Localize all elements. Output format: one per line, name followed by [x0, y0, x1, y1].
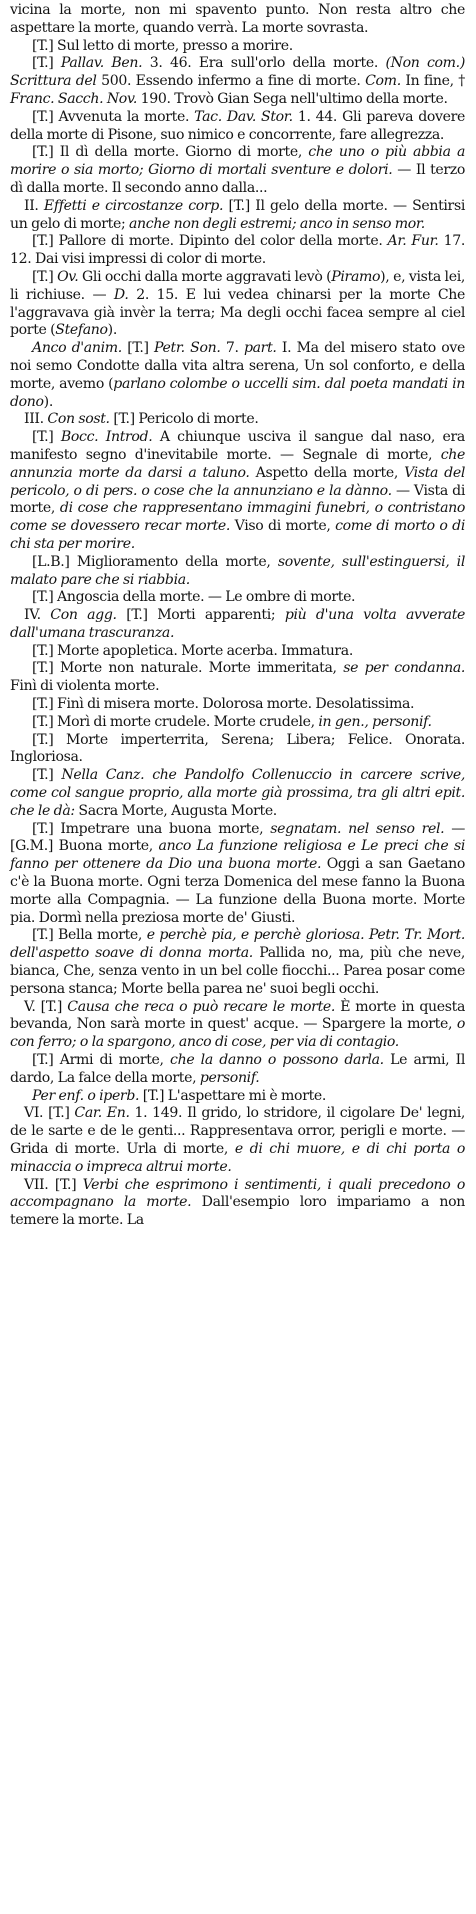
paragraph-16: [T.] Morte non naturale. Morte immeritata, se per condanna. Finì di violenta morte. — [10, 660, 466, 695]
paragraph-14: IV. Con agg. [T.] Morti apparenti; più d'una volta avverate dall'umana trascuranza. — [10, 607, 466, 641]
paragraph-17: [T.] Finì di misera morte. Dolorosa morte. Desolatissima. — [32, 696, 415, 713]
paragraph-4: [T.] Avvenuta la morte. Tac. Dav. Stor. 1. 44. Gli pareva dovere della morte di Pisone, suo nimico e concorrente, fare allegrezza. — [10, 108, 465, 143]
paragraph-12: [L.B.] Miglioramento della morte, sovente, sull'estinguersi, il malato pare che si riabbia. — [10, 553, 465, 588]
paragraph-2: [T.] Sul letto di morte, presso a morire. — [32, 37, 293, 54]
paragraph-6: II. Effetti e circostanze corp. [T.] Il gelo della morte. — Sentirsi un gelo di morte; anche non degli estremi; anco in senso mor. — [10, 197, 465, 232]
paragraph-10: III. Con sost. [T.] Pericolo di morte. — [24, 411, 259, 428]
paragraph-20: [T.] Nella Canz. che Pandolfo Collenuccio in carcere scrive, come col sangue proprio, alla morte già prossima, tra gli altri epit. che le dà: Sacra Morte, Augusta Morte. — [10, 767, 465, 819]
paragraph-21: [T.] Impetrare una buona morte, segnatam. nel senso rel. — [G.M.] Buona morte, anco La funzione religiosa e Le preci che si fanno per ottenere da Dio una buona morte. Oggi a san Gaetano c'è la Buona morte. Ogni terza Domenica del mese fanno la Buona morte alla Compagnia. — La funzione della Buona morte. Morte pia. Dormì nella preziosa morte de' Giusti. — [10, 820, 466, 926]
paragraph-1: vicina la morte, non mi spavento punto. Non resta altro che aspettare la morte, quando verrà. La morte sovrasta. — [10, 2, 465, 36]
paragraph-13: [T.] Angoscia della morte. — Le ombre di morte. — [32, 589, 356, 606]
paragraph-5: [T.] Il dì della morte. Giorno di morte, che uno o più abbia a morire o sia morto; Giorno di mortali sventure e dolori. — Il terzo dì dalla morte. Il secondo anno dalla... — [10, 144, 465, 196]
paragraph-25: Per enf. o iperb. [T.] L'aspettare mi è morte. — [32, 1087, 327, 1104]
paragraph-15: [T.] Morte apopletica. Morte acerba. Immatura. — [32, 642, 353, 659]
paragraph-18: [T.] Morì di morte crudele. Morte crudele, in gen., personif. — [32, 713, 432, 730]
paragraph-9: Anco d'anim. [T.] Petr. Son. 7. part. I. Ma del misero stato ove noi semo Condotte dalla vita altra serena, Un sol conforto, e della morte, avemo (parlano colombe o uccelli sim. dal poeta mandati in dono). — [10, 340, 466, 410]
paragraph-19: [T.] Morte imperterrita, Serena; Libera; Felice. Onorata. Ingloriosa. — [10, 731, 465, 766]
paragraph-24: [T.] Armi di morte, che la danno o possono darla. Le armi, Il dardo, La falce della morte, personif. — [10, 1052, 465, 1086]
paragraph-11: [T.] Bocc. Introd. A chiunque usciva il sangue dal naso, era manifesto segno d'inevitabile morte. — Segnale di morte, che annunzia morte da darsi a taluno. Aspetto della morte, Vista del pericolo, o di pers. o cose che la annunziano e la dànno. — Vista di morte, di cose che rappresentano immagini funebri, o contristano come se dovessero recar morte. Viso di morte, come di morto o di chi sta per morire. — [10, 429, 466, 552]
paragraph-22: [T.] Bella morte, e perchè pia, e perchè gloriosa. Petr. Tr. Mort. dell'aspetto soave di donna morta. Pallida no, ma, più che neve, bianca, Che, senza vento in un bel colle fiocchi... Parea posar come persona stanca; Morte bella parea ne' suoi begli occhi. — [10, 927, 466, 997]
paragraph-7: [T.] Pallore di morte. Dipinto del color della morte. Ar. Fur. 17. 12. Dai visi impressi di color di morte. — [10, 233, 465, 268]
paragraph-26: VI. [T.] Car. En. 1. 149. Il grido, lo stridore, il cigolare De' legni, de le sarte e de le genti... Rappresentava orror, perigli e morte. — Grida di morte. Urla di morte, e di chi muore, e di chi porta o minaccia o impreca altrui morte. — [10, 1105, 465, 1175]
paragraph-27: VII. [T.] Verbi che esprimono i sentimenti, i quali precedono o accompagnano la morte. Dall'esempio loro impariamo a non temere la morte. La — [10, 1176, 465, 1229]
paragraph-23: V. [T.] Causa che reca o può recare le morte. È morte in questa bevanda, Non sarà morte in quest' acque. — Spargere la morte, o con ferro; o la spargono, anco di cose, per via di contagio. — [10, 998, 466, 1051]
paragraph-3: [T.] Pallav. Ben. 3. 46. Era sull'orlo della morte. (Non com.) Scrittura del 500. Essendo infermo a fine di morte. Com. In fine, † Franc. Sacch. Nov. 190. Trovò Gian Sega nell'ultimo della morte. — [10, 55, 466, 107]
paragraph-8: [T.] Ov. Gli occhi dalla morte aggravati levò (Piramo), e, vista lei, li richiuse. — D. 2. 15. E lui vedea chinarsi per la morte Che l'aggravava già invèr la terra; Ma degli occhi facea sempre al ciel porte (Stefano). — [10, 268, 465, 339]
